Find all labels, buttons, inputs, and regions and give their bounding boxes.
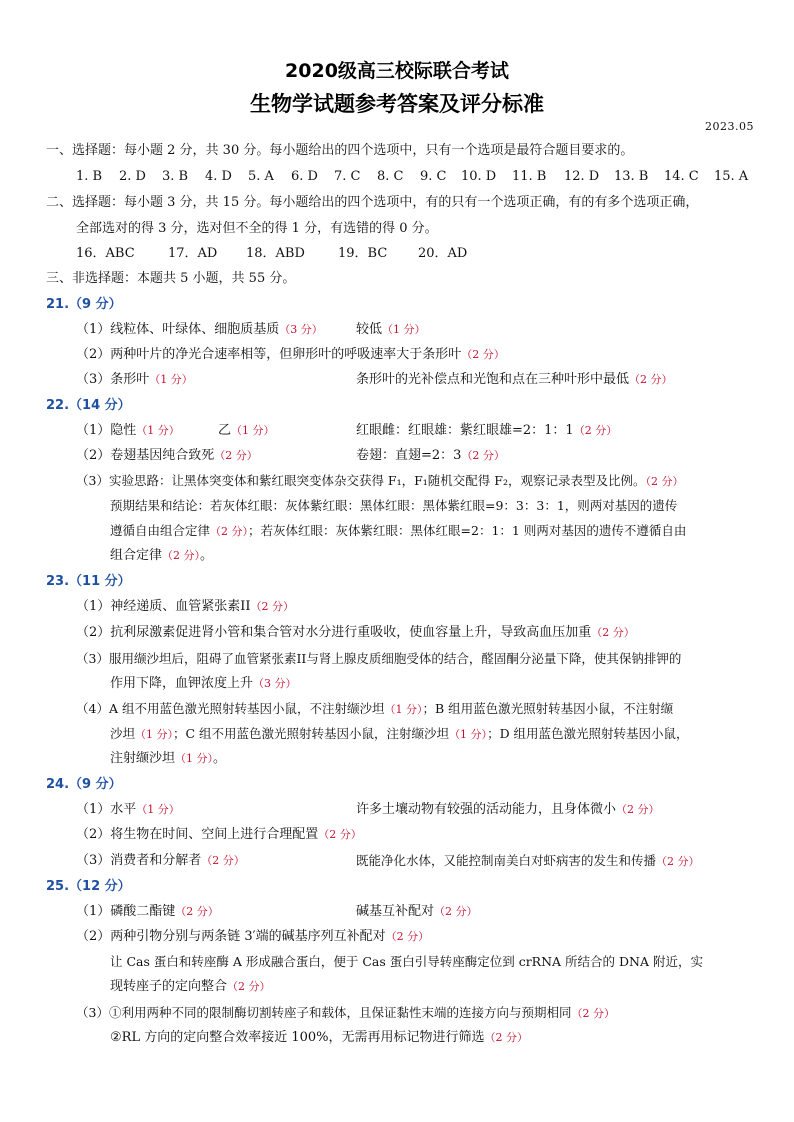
q22-answer-3-line4: 组合定律（2 分）。 bbox=[110, 548, 214, 563]
answer-15: 15. A bbox=[714, 169, 749, 184]
points: （2 分） bbox=[201, 854, 245, 867]
q22-answer-2: （2）卷翅基因纯合致死（2 分） bbox=[76, 448, 258, 463]
q22-answer-1: （1）隐性（1 分） bbox=[76, 423, 180, 438]
q23-answer-4-line2: 沙坦（1 分）；C 组不用蓝色激光照射转基因小鼠，注射缬沙坦（1 分）；D 组用蓝色激光照射转基因小鼠， bbox=[110, 726, 689, 741]
points: （2 分） bbox=[573, 424, 618, 437]
section1-heading: 一、选择题：每小题 2 分，共 30 分。每小题给出的四个选项中，只有一个选项是最符合题目要求的。 bbox=[46, 143, 634, 158]
q23-heading: 23.（11 分） bbox=[46, 574, 131, 589]
q22-heading: 22.（14 分） bbox=[46, 398, 131, 413]
answer-13: 13. B bbox=[614, 169, 649, 184]
points: （1 分） bbox=[449, 728, 488, 741]
q24-answer-3b: 既能净化水体，又能控制南美白对虾病害的发生和传播（2 分） bbox=[356, 853, 700, 868]
q25-answer-2-line3: 现转座子的定向整合（2 分） bbox=[110, 979, 271, 994]
points: （1 分） bbox=[382, 323, 426, 336]
points: （3 分） bbox=[253, 677, 297, 690]
points: （1 分） bbox=[231, 424, 275, 437]
q22-answer-3-line1: （3）实验思路：让黑体突变体和紫红眼突变体杂交获得 F₁，F₁随机交配得 F₂，观察记录表型及比例。（2 分） bbox=[76, 473, 684, 488]
exam-title: 2020级高三校际联合考试 bbox=[285, 60, 509, 82]
answer-6: 6. D bbox=[291, 169, 318, 184]
points: （2 分） bbox=[385, 930, 430, 943]
q23-answer-2: （2）抗利尿激素促进肾小管和集合管对水分进行重吸收，使血容量上升，导致高血压加重（2 分） bbox=[76, 625, 635, 640]
q25-answer-3-line2: ②RL 方向的定向整合效率接近 100%，无需再用标记物进行筛选（2 分） bbox=[110, 1030, 529, 1045]
q24-answer-1b: 许多土壤动物有较强的活动能力，且身体微小（2 分） bbox=[356, 802, 660, 817]
points: （2 分） bbox=[434, 905, 478, 918]
answer-20: 20．AD bbox=[418, 246, 468, 261]
q21-answer-2: （2）两种叶片的净光合速率相等，但卵形叶的呼吸速率大于条形叶（2 分） bbox=[76, 347, 505, 362]
points: （2 分） bbox=[461, 348, 505, 361]
answer-2: 2. D bbox=[119, 169, 146, 184]
q23-answer-1: （1）神经递质、血管紧张素II（2 分） bbox=[76, 599, 295, 614]
points: （2 分） bbox=[214, 449, 258, 462]
points: （2 分） bbox=[210, 525, 249, 538]
q25-answer-2: （2）两种引物分别与两条链 3′端的碱基序列互补配对（2 分） bbox=[76, 929, 430, 944]
exam-subtitle: 生物学试题参考答案及评分标准 bbox=[250, 92, 544, 116]
q25-answer-2-line2: 让 Cas 蛋白和转座酶 A 形成融合蛋白，便于 Cas 蛋白引导转座酶定位到 crRNA 所结合的 DNA 附近，实 bbox=[110, 954, 703, 969]
q22-answer-3-line3: 遵循自由组合定律（2 分）；若灰体红眼：灰体紫红眼：黑体红眼=2：1：1 则两对基因的遗传不遵循自由 bbox=[110, 523, 687, 538]
q23-answer-3-line2: 作用下降，血钾浓度上升（3 分） bbox=[110, 676, 297, 691]
q24-answer-2: （2）将生物在时间、空间上进行合理配置（2 分） bbox=[76, 827, 362, 842]
points: （2 分） bbox=[629, 373, 673, 386]
q22-answer-2b: 卷翅：直翅=2：3（2 分） bbox=[356, 448, 505, 463]
section2-heading: 二、选择题：每小题 3 分，共 15 分。每小题给出的四个选项中，有的只有一个选项正确，有的有多个选项正确， bbox=[46, 195, 699, 210]
points: （2 分） bbox=[484, 1031, 529, 1044]
points: （2 分） bbox=[227, 980, 271, 993]
q25-heading: 25.（12 分） bbox=[46, 879, 131, 894]
points: （1 分） bbox=[384, 703, 423, 716]
points: （2 分） bbox=[645, 475, 684, 488]
points: （1 分） bbox=[136, 803, 180, 816]
q23-answer-4-line3: 注射缬沙坦（1 分）。 bbox=[110, 751, 227, 766]
q25-answer-1: （1）磷酸二酯键（2 分） bbox=[76, 904, 219, 919]
points: （2 分） bbox=[162, 549, 201, 562]
answer-5: 5. A bbox=[248, 169, 274, 184]
q25-answer-3-line1: （3）①利用两种不同的限制酶切割转座子和载体，且保证黏性末端的连接方向与预期相同（2 分） bbox=[76, 1005, 615, 1020]
answer-10: 10. D bbox=[461, 169, 497, 184]
exam-date: 2023.05 bbox=[705, 120, 754, 133]
answer-1: 1. B bbox=[76, 169, 103, 184]
points: （2 分） bbox=[591, 626, 635, 639]
answer-4: 4. D bbox=[205, 169, 232, 184]
answer-17: 17．AD bbox=[168, 246, 218, 261]
answer-19: 19．BC bbox=[338, 246, 388, 261]
answer-9: 9. C bbox=[420, 169, 447, 184]
points: （1 分） bbox=[136, 424, 180, 437]
answer-18: 18．ABD bbox=[246, 246, 305, 261]
q24-answer-3: （3）消费者和分解者（2 分） bbox=[76, 853, 245, 868]
q22-answer-1b: 乙（1 分） bbox=[218, 423, 275, 438]
points: （2 分） bbox=[656, 855, 700, 868]
q21-heading: 21.（9 分） bbox=[46, 297, 122, 312]
q24-heading: 24.（9 分） bbox=[46, 777, 122, 792]
points: （2 分） bbox=[571, 1007, 615, 1020]
points: （2 分） bbox=[461, 449, 505, 462]
points: （2 分） bbox=[616, 803, 660, 816]
answer-14: 14. C bbox=[664, 169, 699, 184]
q23-answer-4-line1: （4）A 组不用蓝色激光照射转基因小鼠，不注射缬沙坦（1 分）；B 组用蓝色激光照射转基因小鼠，不注射缬 bbox=[76, 701, 674, 716]
q23-answer-3-line1: （3）服用缬沙坦后，阻碍了血管紧张素II与肾上腺皮质细胞受体的结合，醛固酮分泌量下降，使其保钠排钾的 bbox=[76, 651, 682, 666]
points: （3 分） bbox=[279, 323, 323, 336]
points: （1 分） bbox=[175, 752, 214, 765]
answer-12: 12. D bbox=[564, 169, 600, 184]
q21-answer-1b: 较低（1 分） bbox=[356, 322, 426, 337]
q22-answer-1c: 红眼雌：红眼雄：紫红眼雄=2：1：1（2 分） bbox=[356, 423, 618, 438]
points: （2 分） bbox=[318, 828, 362, 841]
section3-heading: 三、非选择题：本题共 5 小题，共 55 分。 bbox=[46, 271, 296, 286]
points: （2 分） bbox=[175, 905, 219, 918]
points: （1 分） bbox=[135, 728, 174, 741]
answer-3: 3. B bbox=[162, 169, 189, 184]
points: （1 分） bbox=[149, 373, 193, 386]
answer-16: 16．ABC bbox=[76, 246, 135, 261]
q21-answer-3: （3）条形叶（1 分） bbox=[76, 372, 193, 387]
q22-answer-3-line2: 预期结果和结论：若灰体红眼：灰体紫红眼：黑体红眼：黑体紫红眼=9：3：3：1，则两对基因的遗传 bbox=[110, 498, 678, 513]
q24-answer-1: （1）水平（1 分） bbox=[76, 802, 180, 817]
section2-heading-cont: 全部选对的得 3 分，选对但不全的得 1 分，有选错的得 0 分。 bbox=[76, 221, 438, 236]
q21-answer-3b: 条形叶的光补偿点和光饱和点在三种叶形中最低（2 分） bbox=[356, 372, 673, 387]
points: （2 分） bbox=[250, 600, 295, 613]
answer-8: 8. C bbox=[377, 169, 404, 184]
q21-answer-1: （1）线粒体、叶绿体、细胞质基质（3 分） bbox=[76, 322, 323, 337]
answer-7: 7. C bbox=[334, 169, 361, 184]
q25-answer-1b: 碱基互补配对（2 分） bbox=[356, 904, 478, 919]
answer-11: 11. B bbox=[512, 169, 547, 184]
